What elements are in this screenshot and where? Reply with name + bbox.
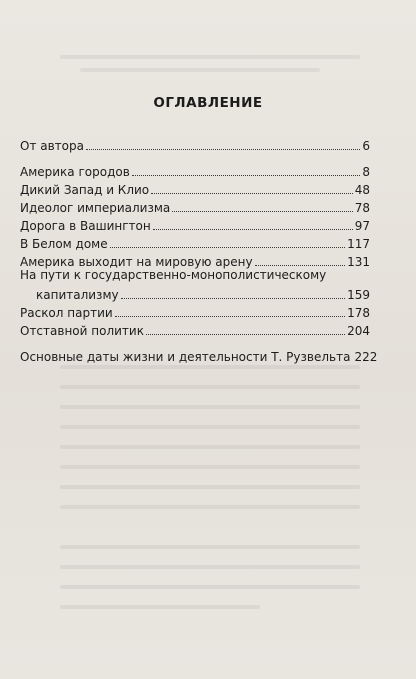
show-through-text [60,485,360,489]
toc-entry-title: Основные даты жизни и деятельности Т. Рузвельта [20,350,351,364]
toc-entry [20,304,370,320]
toc-entry-title: Дикий Запад и Клио [20,183,150,197]
leader-dots [151,192,353,194]
leader-dots [86,148,360,150]
toc-entry-title: Отставной политик [20,324,144,338]
leader-dots [146,333,345,335]
leader-dots [132,174,361,176]
leader-dots [121,297,346,299]
toc-entry-title-line1: На пути к государственно-монополистическому [20,268,327,282]
show-through-text [60,465,360,469]
toc-entry-title: От автора [20,139,84,153]
toc-entry-title: Раскол партии [20,306,113,320]
toc-entry-page: 78 [354,201,370,215]
show-through-text [60,605,260,609]
toc-entry-page: 117 [347,237,370,251]
toc-entry-page: 159 [347,288,370,302]
show-through-text [60,55,360,59]
show-through-text [60,565,360,569]
toc-entry-page: 48 [354,183,370,197]
toc-entry [20,253,370,269]
toc-entry-title: капитализму [36,288,119,302]
toc-entry-page: 131 [347,255,370,269]
show-through-text [60,405,360,409]
toc-entry-page: 97 [354,219,370,233]
show-through-text [60,385,360,389]
show-through-text [80,68,320,72]
toc-entry-page: 204 [347,324,370,338]
show-through-text [60,505,360,509]
toc-entry-page: 8 [362,165,370,179]
toc-entry [20,235,370,251]
toc-entry [20,181,370,197]
show-through-text [60,365,360,369]
toc-entry [20,322,370,338]
show-through-text [60,545,360,549]
toc-entry [20,163,370,179]
toc-entry-title: Идеолог империализма [20,201,171,215]
page-title: ОГЛАВЛЕНИЕ [153,95,263,111]
show-through-text [60,425,360,429]
toc-entry-title: В Белом доме [20,237,108,251]
toc-entry [20,217,370,233]
show-through-text [60,585,360,589]
leader-dots [172,210,352,212]
toc-entry-title: Америка городов [20,165,130,179]
toc-entry-page: 178 [347,306,370,320]
leader-dots [110,246,345,248]
leader-dots [153,228,353,230]
toc-entry-title: Дорога в Вашингтон [20,219,151,233]
toc-entry [20,199,370,215]
toc-entry-title: Америка выходит на мировую арену [20,255,253,269]
show-through-text [60,445,360,449]
toc-entry [20,286,370,302]
toc-entry [20,348,378,364]
toc-entry-page: 222 [354,350,378,364]
leader-dots [255,264,346,266]
toc-entry [20,137,370,153]
toc-entry-page: 6 [362,139,370,153]
leader-dots [115,315,345,317]
